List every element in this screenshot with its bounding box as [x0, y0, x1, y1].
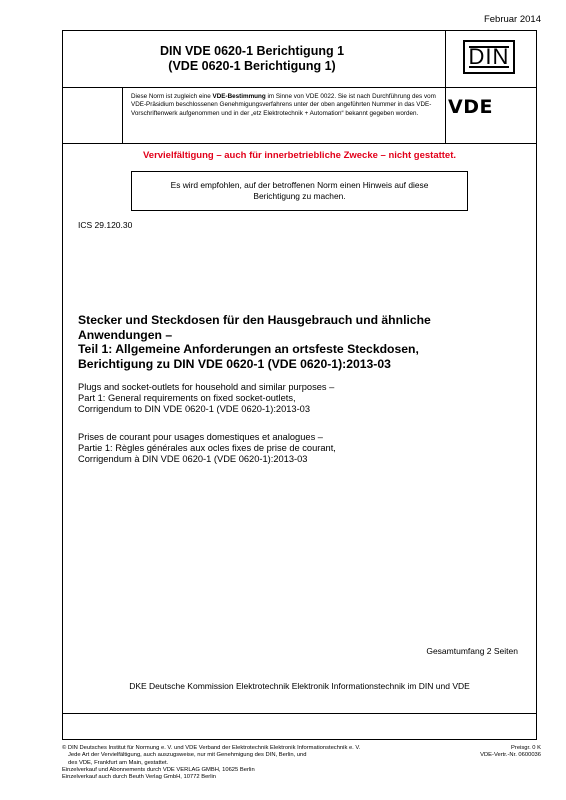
- logo-column-rule: [445, 31, 446, 143]
- title-german: [78, 313, 528, 371]
- title-en-line: Part 1: General requirements on fixed socket-outlets,: [78, 393, 296, 403]
- recommendation-box: [131, 171, 468, 211]
- title-de-line: Anwendungen –: [78, 327, 173, 342]
- footer-line: Einzelverkauf auch durch Beuth Verlag GmbH, 10772 Berlin: [62, 774, 217, 781]
- title-fr-line: Prises de courant pour usages domestiques et analogues –: [78, 432, 323, 442]
- din-logo: [463, 40, 515, 74]
- title-en-line: Plugs and socket-outlets for household and similar purposes –: [78, 382, 335, 392]
- note-text-1: Diese Norm ist zugleich eine: [131, 93, 213, 100]
- footer-line: Einzelverkauf und Abonnements durch VDE VERLAG GMBH, 10625 Berlin: [62, 766, 255, 773]
- note-text-bold: VDE-Bestimmung: [212, 93, 266, 100]
- issue-date: Februar 2014: [483, 14, 541, 25]
- copyright-footer: [62, 745, 452, 781]
- total-pages: Gesamtumfang 2 Seiten: [426, 646, 518, 656]
- din-logo-text: DIN: [468, 44, 510, 69]
- price-footer: [480, 745, 541, 760]
- divider-note: [63, 143, 536, 144]
- title-de-line: Stecker und Steckdosen für den Hausgebrauch und ähnliche: [78, 313, 431, 327]
- title-english: [78, 382, 528, 415]
- reproduction-warning: Vervielfältigung – auch für innerbetriebliche Zwecke – nicht gestattet.: [142, 150, 457, 161]
- document-title: [62, 44, 442, 74]
- title-fr-line: Partie 1: Règles générales aux ocles fixes de prise de courant,: [78, 443, 336, 453]
- note-left-rule: [122, 87, 123, 143]
- recommendation-line-1: Es wird empfohlen, auf der betroffenen Norm einen Hinweis auf diese: [170, 180, 429, 190]
- divider-header: [63, 87, 536, 88]
- footer-line: Jede Art der Vervielfältigung, auch auszugsweise, nur mit Genehmigung des DIN, Berlin, und: [68, 752, 307, 759]
- din-logo-bottom-bar: [469, 66, 509, 68]
- dke-commission: DKE Deutsche Kommission Elektrotechnik Elektronik Informationstechnik im DIN und VDE: [129, 681, 470, 691]
- note-text-2: im Sinne von VDE 0022. Sie ist nach Durchführung des vom VDE-Präsidium beschlossenen Genehmigungsverfahrens unter der oben angeführten Nummer in das VDE-Vorschriftenwerk aufgenommen und in der „etz Elektrotechnik + Automation“ bekannt gegeben worden.: [131, 93, 436, 117]
- title-line-1: DIN VDE 0620-1 Berichtigung 1: [159, 44, 345, 58]
- footer-line: © DIN Deutsches Institut für Normung e. V. und VDE Verband der Elektrotechnik Elektronik Informationstechnik e. V.: [62, 745, 361, 751]
- title-french: [78, 432, 528, 465]
- vde-distribution-number: VDE-Vertr.-Nr. 0600036: [480, 752, 541, 759]
- vde-logo: VDE: [448, 96, 493, 118]
- ics-code: ICS 29.120.30: [78, 220, 133, 230]
- title-de-line: Berichtigung zu DIN VDE 0620-1 (VDE 0620-1):2013-03: [78, 356, 391, 371]
- title-fr-line: Corrigendum à DIN VDE 0620-1 (VDE 0620-1):2013-03: [78, 454, 308, 464]
- recommendation-line-2: Berichtigung zu machen.: [253, 191, 346, 201]
- price-group: Preisgr. 0 K: [511, 745, 541, 751]
- title-en-line: Corrigendum to DIN VDE 0620-1 (VDE 0620-1):2013-03: [78, 404, 311, 414]
- title-line-2: (VDE 0620-1 Berichtigung 1): [168, 59, 336, 73]
- vde-regulation-note: [131, 93, 437, 118]
- divider-footer: [63, 713, 536, 714]
- title-de-line: Teil 1: Allgemeine Anforderungen an ortsfeste Steckdosen,: [78, 342, 419, 356]
- footer-line: des VDE, Frankfurt am Main, gestattet.: [68, 759, 169, 766]
